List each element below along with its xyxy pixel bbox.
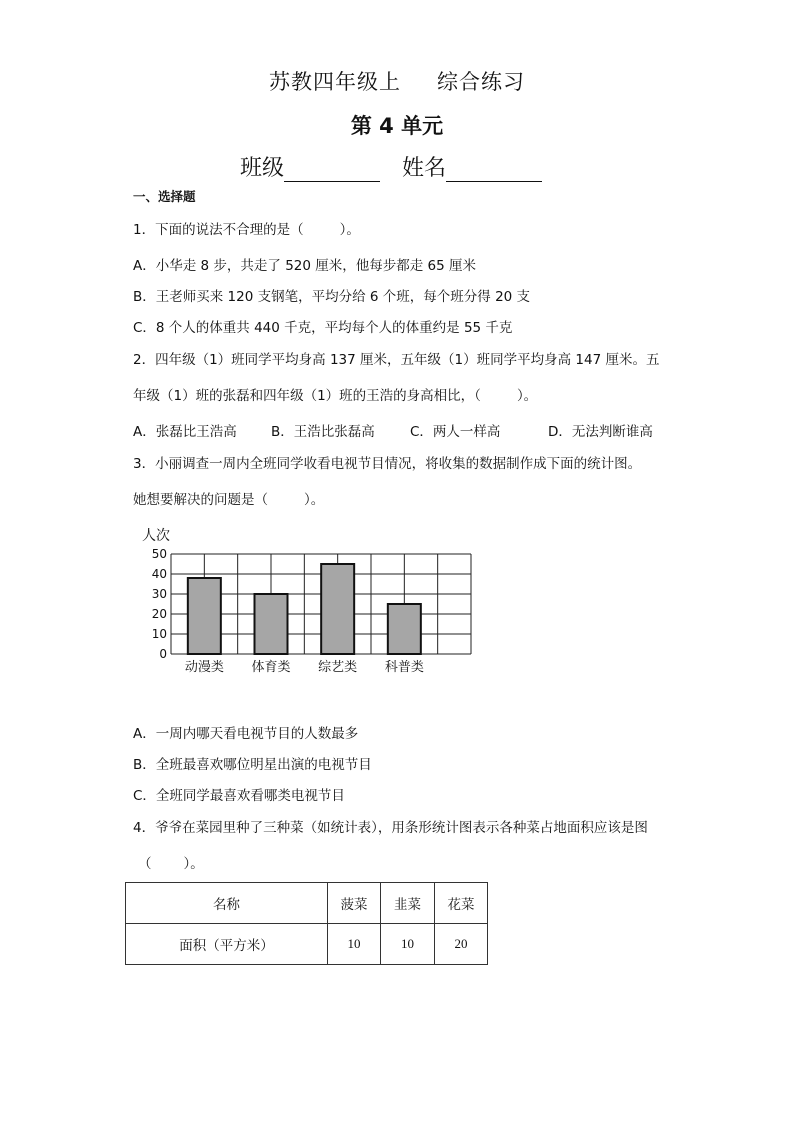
table-row	[126, 924, 488, 965]
table-cell: 20	[435, 924, 488, 965]
q1-option-a: A．小华走 8 步，共走了 520 厘米，他每步都走 65 厘米	[133, 258, 477, 274]
table-header-row	[126, 883, 488, 924]
table-header-cell: 名称	[126, 883, 328, 924]
q3-option-b: B．全班最喜欢哪位明星出演的电视节目	[133, 757, 372, 773]
q1-stem-end: ）。	[339, 222, 360, 238]
q2-option-a: A．张磊比王浩高	[133, 424, 237, 440]
class-label: 班级	[240, 156, 285, 181]
tv-program-bar-chart	[130, 522, 490, 684]
bar	[388, 604, 421, 654]
section-heading: 一、选择题	[133, 189, 196, 204]
q3-stem-line2	[133, 488, 324, 508]
q3-option-a: A．一周内哪天看电视节目的人数最多	[133, 726, 359, 742]
q2-option-d: D．无法判断谁高	[548, 424, 653, 440]
q1-stem	[133, 218, 360, 238]
y-tick-label: 40	[151, 567, 167, 581]
q2-options	[133, 420, 653, 440]
q4-paren-open: （	[138, 856, 152, 872]
q1-option-b: B．王老师买来 120 支钢笔，平均分给 6 个班，每个班分得 20 支	[133, 289, 531, 305]
x-tick-label: 科普类	[384, 660, 424, 675]
bar	[188, 578, 221, 654]
bar	[255, 594, 288, 654]
y-axis-label: 人次	[142, 528, 170, 544]
q4-stem-end: ）。	[183, 856, 204, 872]
bar	[321, 564, 354, 654]
table-cell: 10	[381, 924, 435, 965]
table-header-cell: 菠菜	[328, 883, 381, 924]
y-tick-label: 10	[151, 627, 167, 641]
worksheet-title	[0, 66, 794, 96]
q3-stem-line1: 3．小丽调查一周内全班同学收看电视节目情况，将收集的数据制作成下面的统计图。	[133, 456, 642, 472]
table-header-cell: 韭菜	[381, 883, 435, 924]
q2-stem-text: 年级（1）班的张磊和四年级（1）班的王浩的身高相比，（	[133, 388, 481, 404]
class-blank[interactable]	[284, 157, 380, 182]
table-header-cell: 花菜	[435, 883, 488, 924]
q2-stem-line1: 2．四年级（1）班同学平均身高 137 厘米，五年级（1）班同学平均身高 147 厘米。五	[133, 352, 660, 368]
table-cell: 面积（平方米）	[126, 924, 328, 965]
vegetable-area-table	[125, 882, 488, 965]
x-tick-label: 动漫类	[184, 660, 224, 675]
q4-stem-line1: 4．爷爷在菜园里种了三种菜（如统计表），用条形统计图表示各种菜占地面积应该是图	[133, 820, 648, 836]
name-label: 姓名	[402, 156, 447, 181]
q4-stem-line2	[138, 852, 204, 872]
title-grade: 苏教四年级上	[269, 70, 401, 94]
q3-stem-text: 她想要解决的问题是（	[133, 492, 268, 508]
q3-option-c: C．全班同学最喜欢看哪类电视节目	[133, 788, 345, 804]
x-tick-label: 体育类	[251, 660, 291, 675]
q2-stem-end: ）。	[516, 388, 538, 404]
y-tick-label: 20	[151, 607, 167, 621]
q2-option-c: C．两人一样高	[410, 424, 501, 440]
q1-stem-text: 1．下面的说法不合理的是（	[133, 222, 304, 238]
table-cell: 10	[328, 924, 381, 965]
y-tick-label: 30	[151, 587, 167, 601]
q3-stem-end: ）。	[304, 492, 325, 508]
student-info	[240, 151, 542, 182]
q1-option-c: C．8 个人的体重共 440 千克，平均每个人的体重约是 55 千克	[133, 320, 513, 336]
q2-stem-line2	[133, 384, 537, 404]
name-blank[interactable]	[446, 157, 542, 182]
q2-option-b: B．王浩比张磊高	[271, 424, 375, 440]
title-practice: 综合练习	[437, 70, 525, 94]
unit-title: 第 4 单元	[350, 114, 444, 138]
x-tick-label: 综艺类	[318, 660, 358, 675]
y-tick-label: 0	[159, 647, 167, 661]
y-tick-label: 50	[151, 547, 167, 561]
